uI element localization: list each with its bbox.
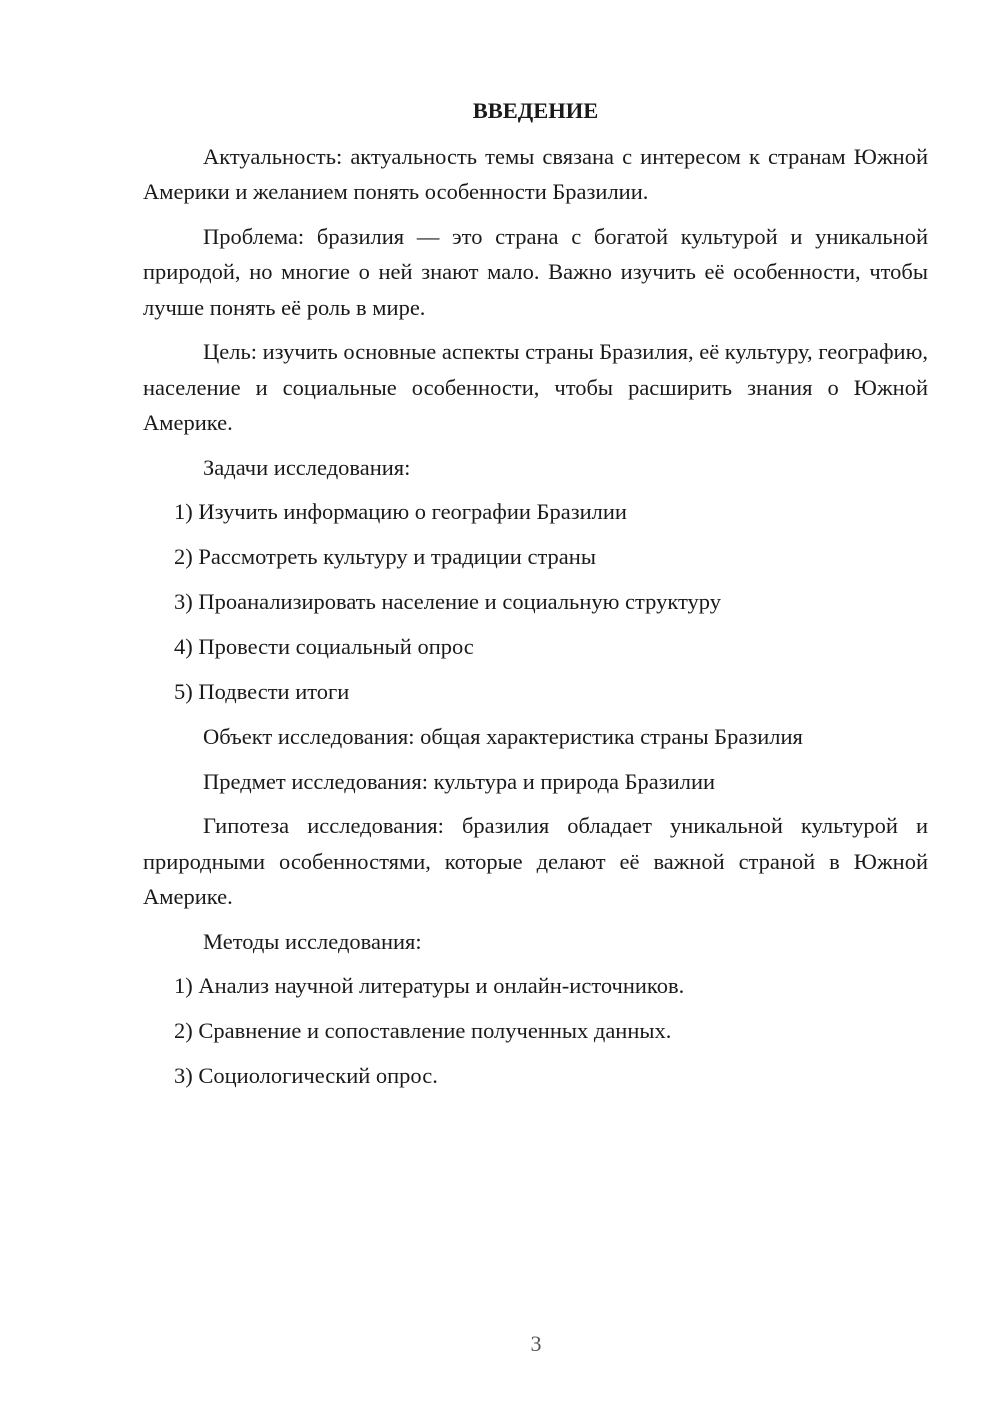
task-item: 4) Провести социальный опрос xyxy=(174,634,474,659)
goal-paragraph: Цель: изучить основные аспекты страны Бразилия, её культуру, географию, население и социальные особенности, чтобы расширить знания о Южной Америке. xyxy=(143,339,928,435)
hypothesis-paragraph: Гипотеза исследования: бразилия обладает уникальной культурой и природными особенностями, которые делают её важной страной в Южной Америке. xyxy=(143,813,928,909)
section-title: ВВЕДЕНИЕ xyxy=(472,98,599,123)
page-content xyxy=(143,93,928,1103)
method-item: 3) Социологический опрос. xyxy=(174,1063,438,1088)
method-item: 2) Сравнение и сопоставление полученных данных. xyxy=(174,1018,672,1043)
object-paragraph: Объект исследования: общая характеристика страны Бразилия xyxy=(203,724,803,749)
page-number: 3 xyxy=(530,1331,542,1356)
method-item: 1) Анализ научной литературы и онлайн-источников. xyxy=(174,973,685,998)
relevance-paragraph: Актуальность: актуальность темы связана с интересом к странам Южной Америки и желанием понять особенности Бразилии. xyxy=(143,143,928,204)
task-item: 3) Проанализировать население и социальную структуру xyxy=(174,589,721,614)
problem-paragraph: Проблема: бразилия — это страна с богатой культурой и уникальной природой, но многие о ней знают мало. Важно изучить её особенности, чтобы лучше понять её роль в мире. xyxy=(143,223,928,320)
task-item: 1) Изучить информацию о географии Бразилии xyxy=(174,499,627,524)
task-item: 5) Подвести итоги xyxy=(174,679,350,704)
tasks-heading: Задачи исследования: xyxy=(203,454,411,480)
methods-heading: Методы исследования: xyxy=(203,928,422,954)
task-item: 2) Рассмотреть культуру и традиции страны xyxy=(174,544,596,569)
subject-paragraph: Предмет исследования: культура и природа Бразилии xyxy=(203,768,716,794)
